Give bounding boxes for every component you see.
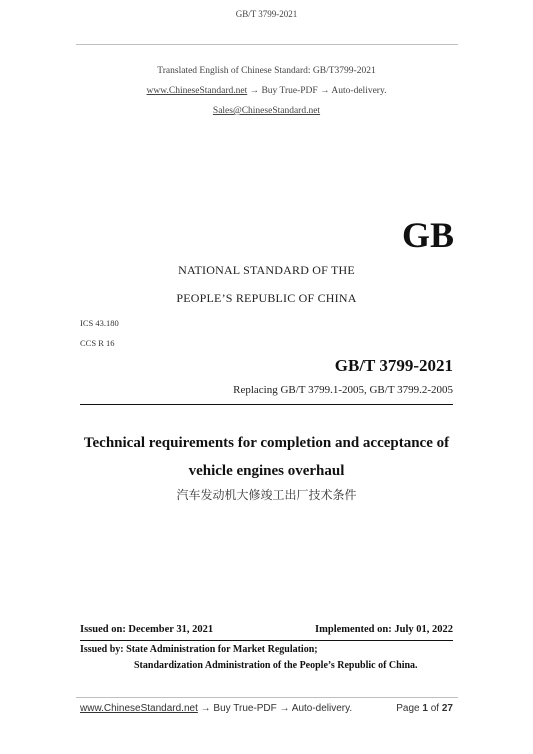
title-chinese: 汽车发动机大修竣工出厂技术条件 xyxy=(176,488,357,502)
page-indicator xyxy=(396,703,453,714)
national-standard-line1: NATIONAL STANDARD OF THE xyxy=(178,263,355,277)
page-total: 27 xyxy=(441,703,453,714)
running-header: GB/T 3799-2021 xyxy=(235,9,298,19)
footer-site-tail: → Buy True-PDF → Auto-delivery. xyxy=(197,703,353,714)
promo-site-link[interactable]: www.ChineseStandard.net xyxy=(146,86,248,96)
header-divider xyxy=(76,44,458,45)
footer-site-link[interactable]: www.ChineseStandard.net xyxy=(80,703,198,714)
implemented-on: Implemented on: July 01, 2022 xyxy=(315,624,453,635)
replacing-note: Replacing GB/T 3799.1-2005, GB/T 3799.2-2005 xyxy=(233,384,453,396)
promo-email-link[interactable]: Sales@ChineseStandard.net xyxy=(212,106,321,116)
standard-number: GB/T 3799-2021 xyxy=(334,356,453,375)
issued-by-line1: Issued by: State Administration for Market Regulation; xyxy=(80,644,318,655)
page-of: of xyxy=(430,703,440,714)
promo-site-tail: → Buy True-PDF → Auto-delivery. xyxy=(247,86,387,96)
national-standard-line2: PEOPLE’S REPUBLIC OF CHINA xyxy=(176,291,357,305)
footer-divider xyxy=(76,697,458,698)
page-label: Page xyxy=(396,703,420,714)
divider-rule-bottom xyxy=(80,640,453,641)
title-line2: vehicle engines overhaul xyxy=(188,463,345,479)
footer-site-line xyxy=(80,703,352,714)
issued-by-line2: Standardization Administration of the People’s Republic of China. xyxy=(134,660,418,671)
title-line1: Technical requirements for completion and acceptance of xyxy=(83,435,450,451)
ccs-code: CCS R 16 xyxy=(80,338,115,348)
gb-logo-mark: GB xyxy=(401,215,454,255)
ics-code: ICS 43.180 xyxy=(80,318,119,328)
page-current: 1 xyxy=(422,703,428,714)
promo-site-line xyxy=(0,86,533,96)
promo-line: Translated English of Chinese Standard: GB/T3799-2021 xyxy=(157,66,376,76)
divider-rule-top xyxy=(80,404,453,405)
promo-email-line xyxy=(0,106,533,116)
issued-on: Issued on: December 31, 2021 xyxy=(80,624,214,635)
